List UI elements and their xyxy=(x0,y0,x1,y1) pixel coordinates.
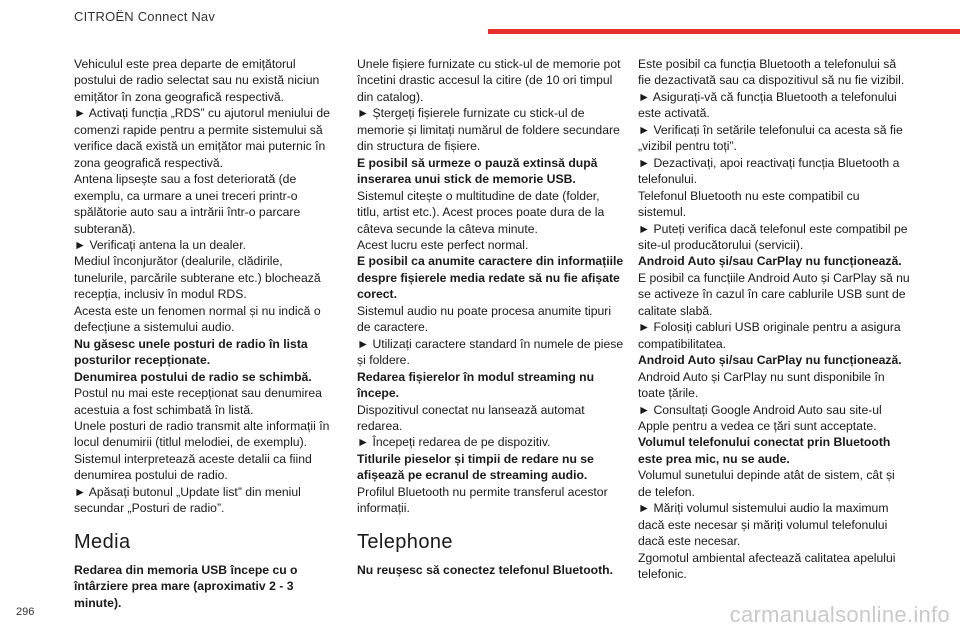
paragraph: Acest lucru este perfect normal. xyxy=(357,237,529,252)
paragraph: ► Activați funcția „RDS” cu ajutorul meniului de comenzi rapide pentru a permite sistemului să verifice dacă există un emițător mai puternic în zona geografică respectivă. xyxy=(74,106,330,170)
paragraph: ► Apăsați butonul „Update list” din meniul secundar „Posturi de radio”. xyxy=(74,484,301,516)
question-heading: Denumirea postului de radio se schimbă. xyxy=(74,369,312,384)
paragraph: Unele fișiere furnizate cu stick-ul de memorie pot încetini drastic accesul la citire (de 10 ori timpul din catalog). xyxy=(357,57,621,104)
paragraph: Antena lipsește sau a fost deteriorată (de exemplu, ca urmare a unei treceri printr-o spălătorie auto sau a intrării într-o parcare subterană). xyxy=(74,172,301,236)
paragraph: Dispozitivul conectat nu lansează automat redarea. xyxy=(357,402,585,433)
header-accent-bar xyxy=(488,29,960,34)
paragraph: Mediul înconjurător (dealurile, clădirile, tunelurile, parcările subterane etc.) blochează recepția, inclusiv în modul RDS. xyxy=(74,254,321,302)
paragraph: ► Puteți verifica dacă telefonul este compatibil pe site-ul producătorului (servicii). xyxy=(638,221,908,252)
question-heading: E posibil să urmeze o pauză extinsă după inserarea unui stick de memorie USB. xyxy=(357,155,598,187)
paragraph: ► Ștergeți fișierele furnizate cu stick-ul de memorie și limitați numărul de foldere secundare din structura de fișiere. xyxy=(357,106,620,154)
paragraph: Zgomotul ambiental afectează calitatea apelului telefonic. xyxy=(638,550,896,582)
paragraph: ► Începeți redarea de pe dispozitiv. xyxy=(357,435,551,450)
paragraph: ► Măriți volumul sistemului audio la maximum dacă este necesar și măriți volumul telefonului dacă este necesar. xyxy=(638,501,889,549)
paragraph: ► Utilizați caractere standard în numele de piese și foldere. xyxy=(357,336,624,368)
paragraph: Telefonul Bluetooth nu este compatibil cu sistemul. xyxy=(638,188,860,220)
paragraph: Acesta este un fenomen normal și nu indică o defecțiune a sistemului audio. xyxy=(74,303,321,335)
section-heading: Telephone xyxy=(357,530,453,553)
question-heading: Redarea din memoria USB începe cu o întârziere prea mare (aproximativ 2 - 3 minute). xyxy=(74,562,298,610)
paragraph: Sistemul interpretează aceste detalii ca fiind denumirea postului de radio. xyxy=(74,451,312,483)
paragraph: ► Consultați Google Android Auto sau site-ul Apple pentru a vedea ce țări sunt acceptate. xyxy=(638,402,882,433)
question-heading: Android Auto și/sau CarPlay nu funcționează. xyxy=(638,254,902,269)
section-heading: Media xyxy=(74,530,131,553)
question-heading: E posibil ca anumite caractere din informațiile despre fișierele media redate să nu fie afișate corect. xyxy=(357,254,624,302)
question-heading: Nu găsesc unele posturi de radio în lista posturilor recepționate. xyxy=(74,336,308,368)
paragraph: ► Folosiți cabluri USB originale pentru a asigura compatibilitatea. xyxy=(638,320,901,351)
paragraph: Vehiculul este prea departe de emițătorul postului de radio selectat sau nu există niciun emițător în zona geografică respectivă. xyxy=(74,57,320,104)
paragraph: ► Asigurați-vă că funcția Bluetooth a telefonului este activată. xyxy=(638,89,897,121)
watermark: carmanualsonline.info xyxy=(729,602,950,627)
question-heading: Titlurile pieselor și timpii de redare nu se afișează pe ecranul de streaming audio. xyxy=(357,451,594,483)
text-column-3 xyxy=(638,56,910,583)
text-column-1 xyxy=(74,56,336,611)
paragraph: Postul nu mai este recepționat sau denumirea acestuia a fost schimbată în listă. xyxy=(74,386,322,417)
paragraph: Este posibil ca funcția Bluetooth a telefonului să fie dezactivată sau ca dispozitivul să nu fie vizibil. xyxy=(638,57,905,88)
paragraph: Android Auto și CarPlay nu sunt disponibile în toate țările. xyxy=(638,369,885,401)
paragraph: Profilul Bluetooth nu permite transferul acestor informații. xyxy=(357,484,608,516)
question-heading: Redarea fișierelor în modul streaming nu începe. xyxy=(357,369,595,401)
paragraph: E posibil ca funcțiile Android Auto și CarPlay să nu se activeze în cazul în care cablurile USB sunt de calitate slabă. xyxy=(638,270,910,318)
document-title: CITROËN Connect Nav xyxy=(74,9,216,24)
paragraph: ► Verificați în setările telefonului ca acesta să fie „vizibil pentru toți”. xyxy=(638,122,903,154)
question-heading: Android Auto și/sau CarPlay nu funcționează. xyxy=(638,353,902,368)
question-heading: Nu reușesc să conectez telefonul Bluetooth. xyxy=(357,562,613,577)
page-number: 296 xyxy=(16,606,35,618)
paragraph: ► Verificați antena la un dealer. xyxy=(74,237,246,252)
question-heading: Volumul telefonului conectat prin Bluetooth este prea mic, nu se aude. xyxy=(638,435,891,466)
paragraph: Volumul sunetului depinde atât de sistem, cât și de telefon. xyxy=(638,468,895,499)
paragraph: Unele posturi de radio transmit alte informații în locul denumirii (titlul melodiei, de exemplu). xyxy=(74,418,330,450)
paragraph: Sistemul citește o multitudine de date (folder, titlu, artist etc.). Acest proces poate dura de la câteva secunde la câteva minute. xyxy=(357,188,605,236)
paragraph: ► Dezactivați, apoi reactivați funcția Bluetooth a telefonului. xyxy=(638,155,900,187)
text-column-2 xyxy=(357,56,625,578)
paragraph: Sistemul audio nu poate procesa anumite tipuri de caractere. xyxy=(357,303,612,335)
